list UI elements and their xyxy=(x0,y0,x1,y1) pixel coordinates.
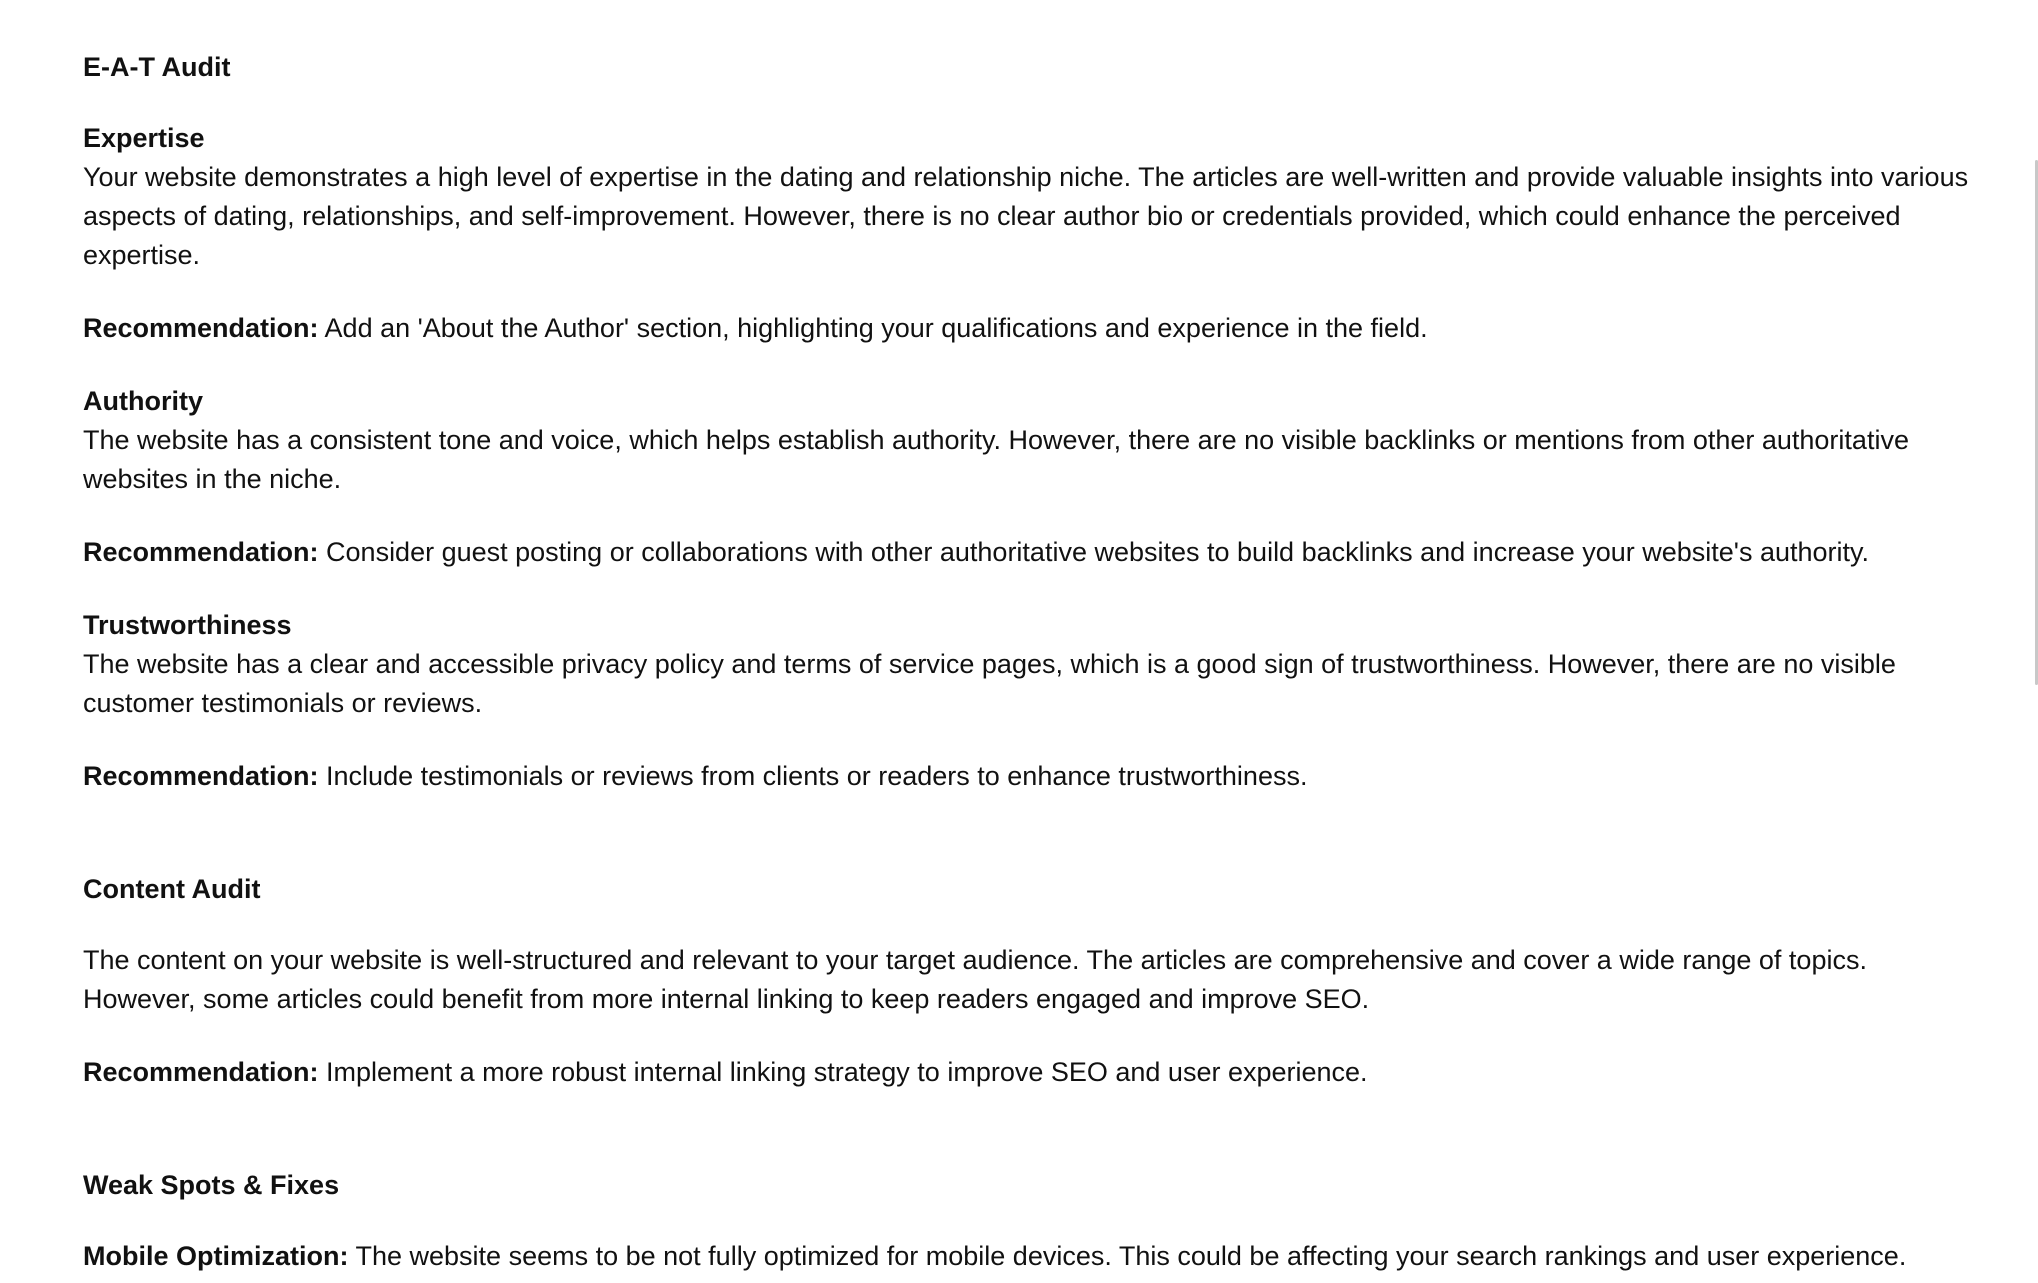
expertise-body: Your website demonstrates a high level of expertise in the dating and relationship niche. The articles are well-written and provide valuable insights into various aspects of dating, relationships, and self-improvement. However, there is no clear author bio or credentials provided, which could enhance the perceived expertise. xyxy=(83,162,1969,270)
document-body xyxy=(83,48,1983,1276)
authority-body: The website has a consistent tone and voice, which helps establish authority. However, there are no visible backlinks or mentions from other authoritative websites in the niche. xyxy=(83,425,1909,494)
recommendation-text: Consider guest posting or collaborations with other authoritative websites to build backlinks and increase your website's authority. xyxy=(318,537,1870,567)
recommendation-text: Implement a more robust internal linking strategy to improve SEO and user experience. xyxy=(318,1057,1368,1087)
recommendation-label: Recommendation: xyxy=(83,761,319,791)
content-recommendation xyxy=(83,1053,1983,1092)
mobile-optimization-text: The website seems to be not fully optimized for mobile devices. This could be affecting your search rankings and user experience. xyxy=(348,1241,1907,1271)
recommendation-label: Recommendation: xyxy=(83,1057,319,1087)
content-audit-body: The content on your website is well-structured and relevant to your target audience. The articles are comprehensive and cover a wide range of topics. However, some articles could benefit from more internal linking to keep readers engaged and improve SEO. xyxy=(83,945,1867,1014)
mobile-optimization-label: Mobile Optimization: xyxy=(83,1241,349,1271)
recommendation-label: Recommendation: xyxy=(83,537,319,567)
trustworthiness-recommendation xyxy=(83,757,1983,796)
eat-audit-title: E-A-T Audit xyxy=(83,52,231,82)
authority-heading: Authority xyxy=(83,386,203,416)
expertise-recommendation xyxy=(83,309,1983,348)
recommendation-text: Add an 'About the Author' section, highlighting your qualifications and experience in the field. xyxy=(318,313,1428,343)
content-audit-title: Content Audit xyxy=(83,874,261,904)
recommendation-text: Include testimonials or reviews from clients or readers to enhance trustworthiness. xyxy=(318,761,1308,791)
recommendation-label: Recommendation: xyxy=(83,313,319,343)
trustworthiness-body: The website has a clear and accessible privacy policy and terms of service pages, which is a good sign of trustworthiness. However, there are no visible customer testimonials or reviews. xyxy=(83,649,1896,718)
mobile-optimization-item xyxy=(83,1237,1983,1276)
trustworthiness-heading: Trustworthiness xyxy=(83,610,292,640)
expertise-heading: Expertise xyxy=(83,123,205,153)
weak-spots-title: Weak Spots & Fixes xyxy=(83,1170,340,1200)
authority-recommendation xyxy=(83,533,1983,572)
